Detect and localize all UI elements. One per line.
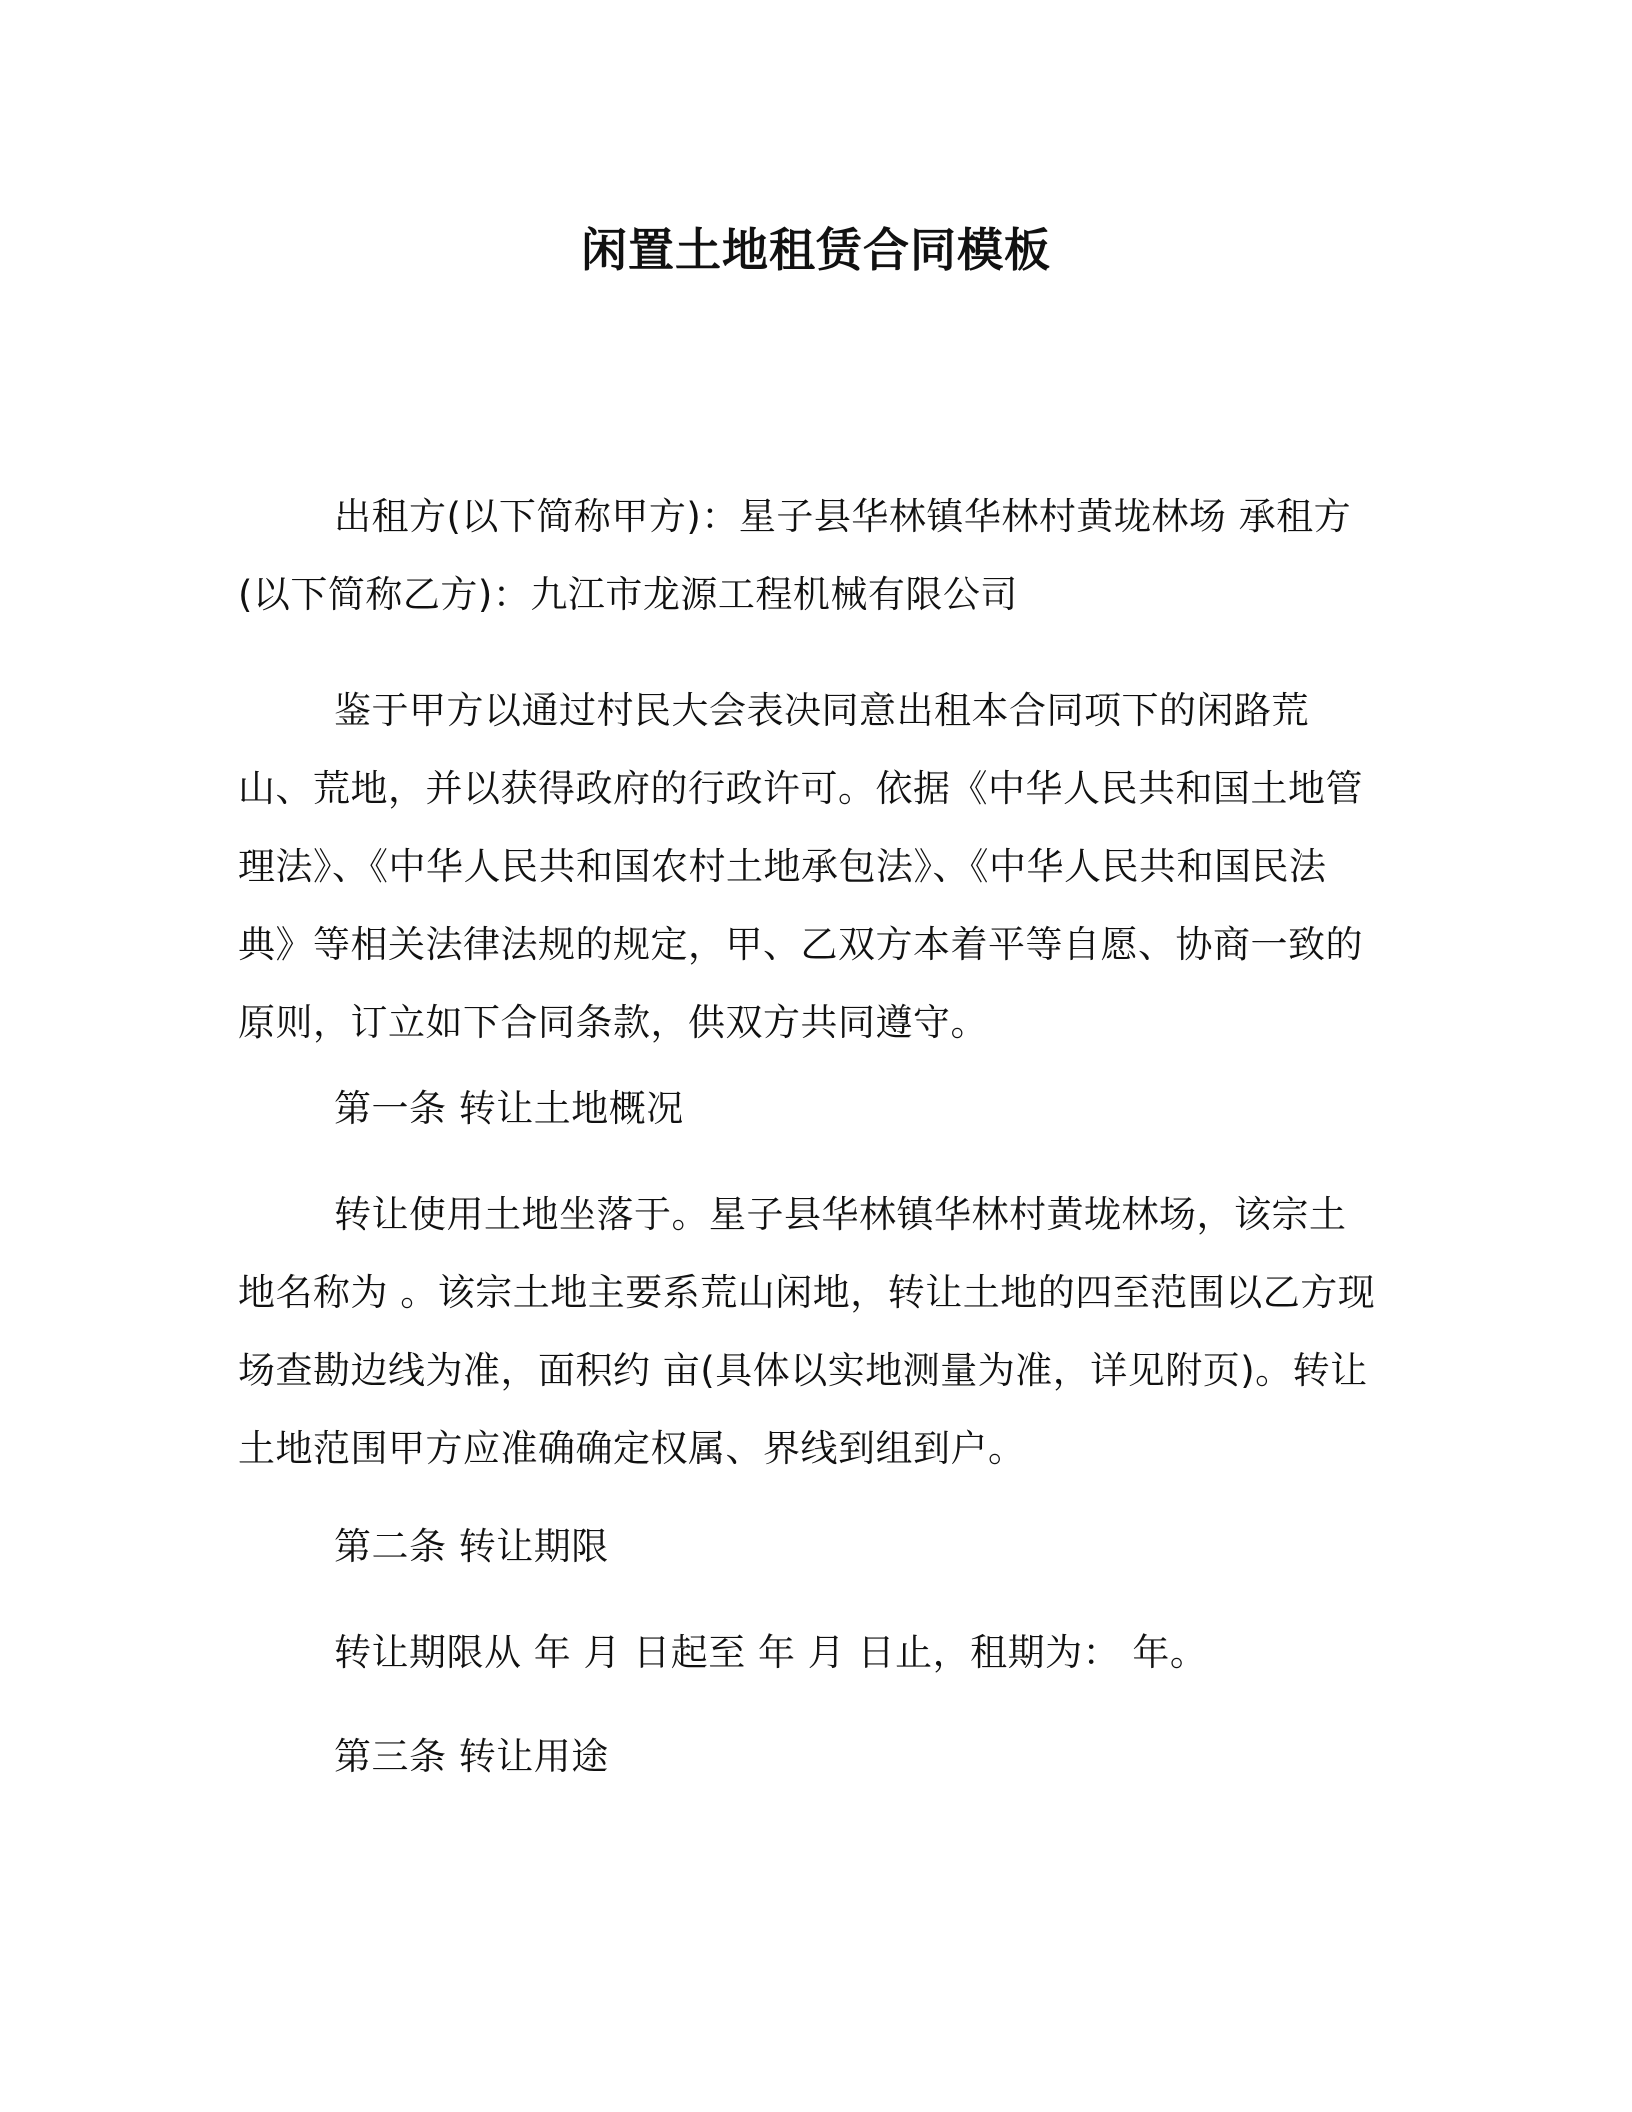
article-2-heading: 第二条 转让期限 xyxy=(334,1525,609,1568)
preamble-paragraph: 鉴于甲方以通过村民大会表决同意出租本合同项下的闲路荒山、荒地，并以获得政府的行政许可。依据《中华人民共和国土地管理法》、《中华人民共和国农村土地承包法》、《中华人民共和国民法典》等相关法律法规的规定，甲、乙双方本着平等自愿、协商一致的原则，订立如下合同条款，供双方共同遵守。 xyxy=(238,689,1363,1044)
article-3-heading: 第三条 转让用途 xyxy=(334,1735,609,1778)
article-2-body: 转让期限从 年 月 日起至 年 月 日止，租期为： 年。 xyxy=(334,1631,1208,1674)
document-title: 闲置土地租赁合同模板 xyxy=(581,223,1051,277)
article-1-heading: 第一条 转让土地概况 xyxy=(334,1087,684,1130)
article-1-body: 转让使用土地坐落于。星子县华林镇华林村黄垅林场，该宗土地名称为 。该宗土地主要系荒山闲地，转让土地的四至范围以乙方现场查勘边线为准，面积约 亩(具体以实地测量为准，详见附页)。转让土地范围甲方应准确确定权属、界线到组到户。 xyxy=(238,1193,1376,1470)
parties-paragraph: 出租方(以下简称甲方)：星子县华林镇华林村黄垅林场 承租方(以下简称乙方)：九江市龙源工程机械有限公司 xyxy=(238,495,1352,616)
